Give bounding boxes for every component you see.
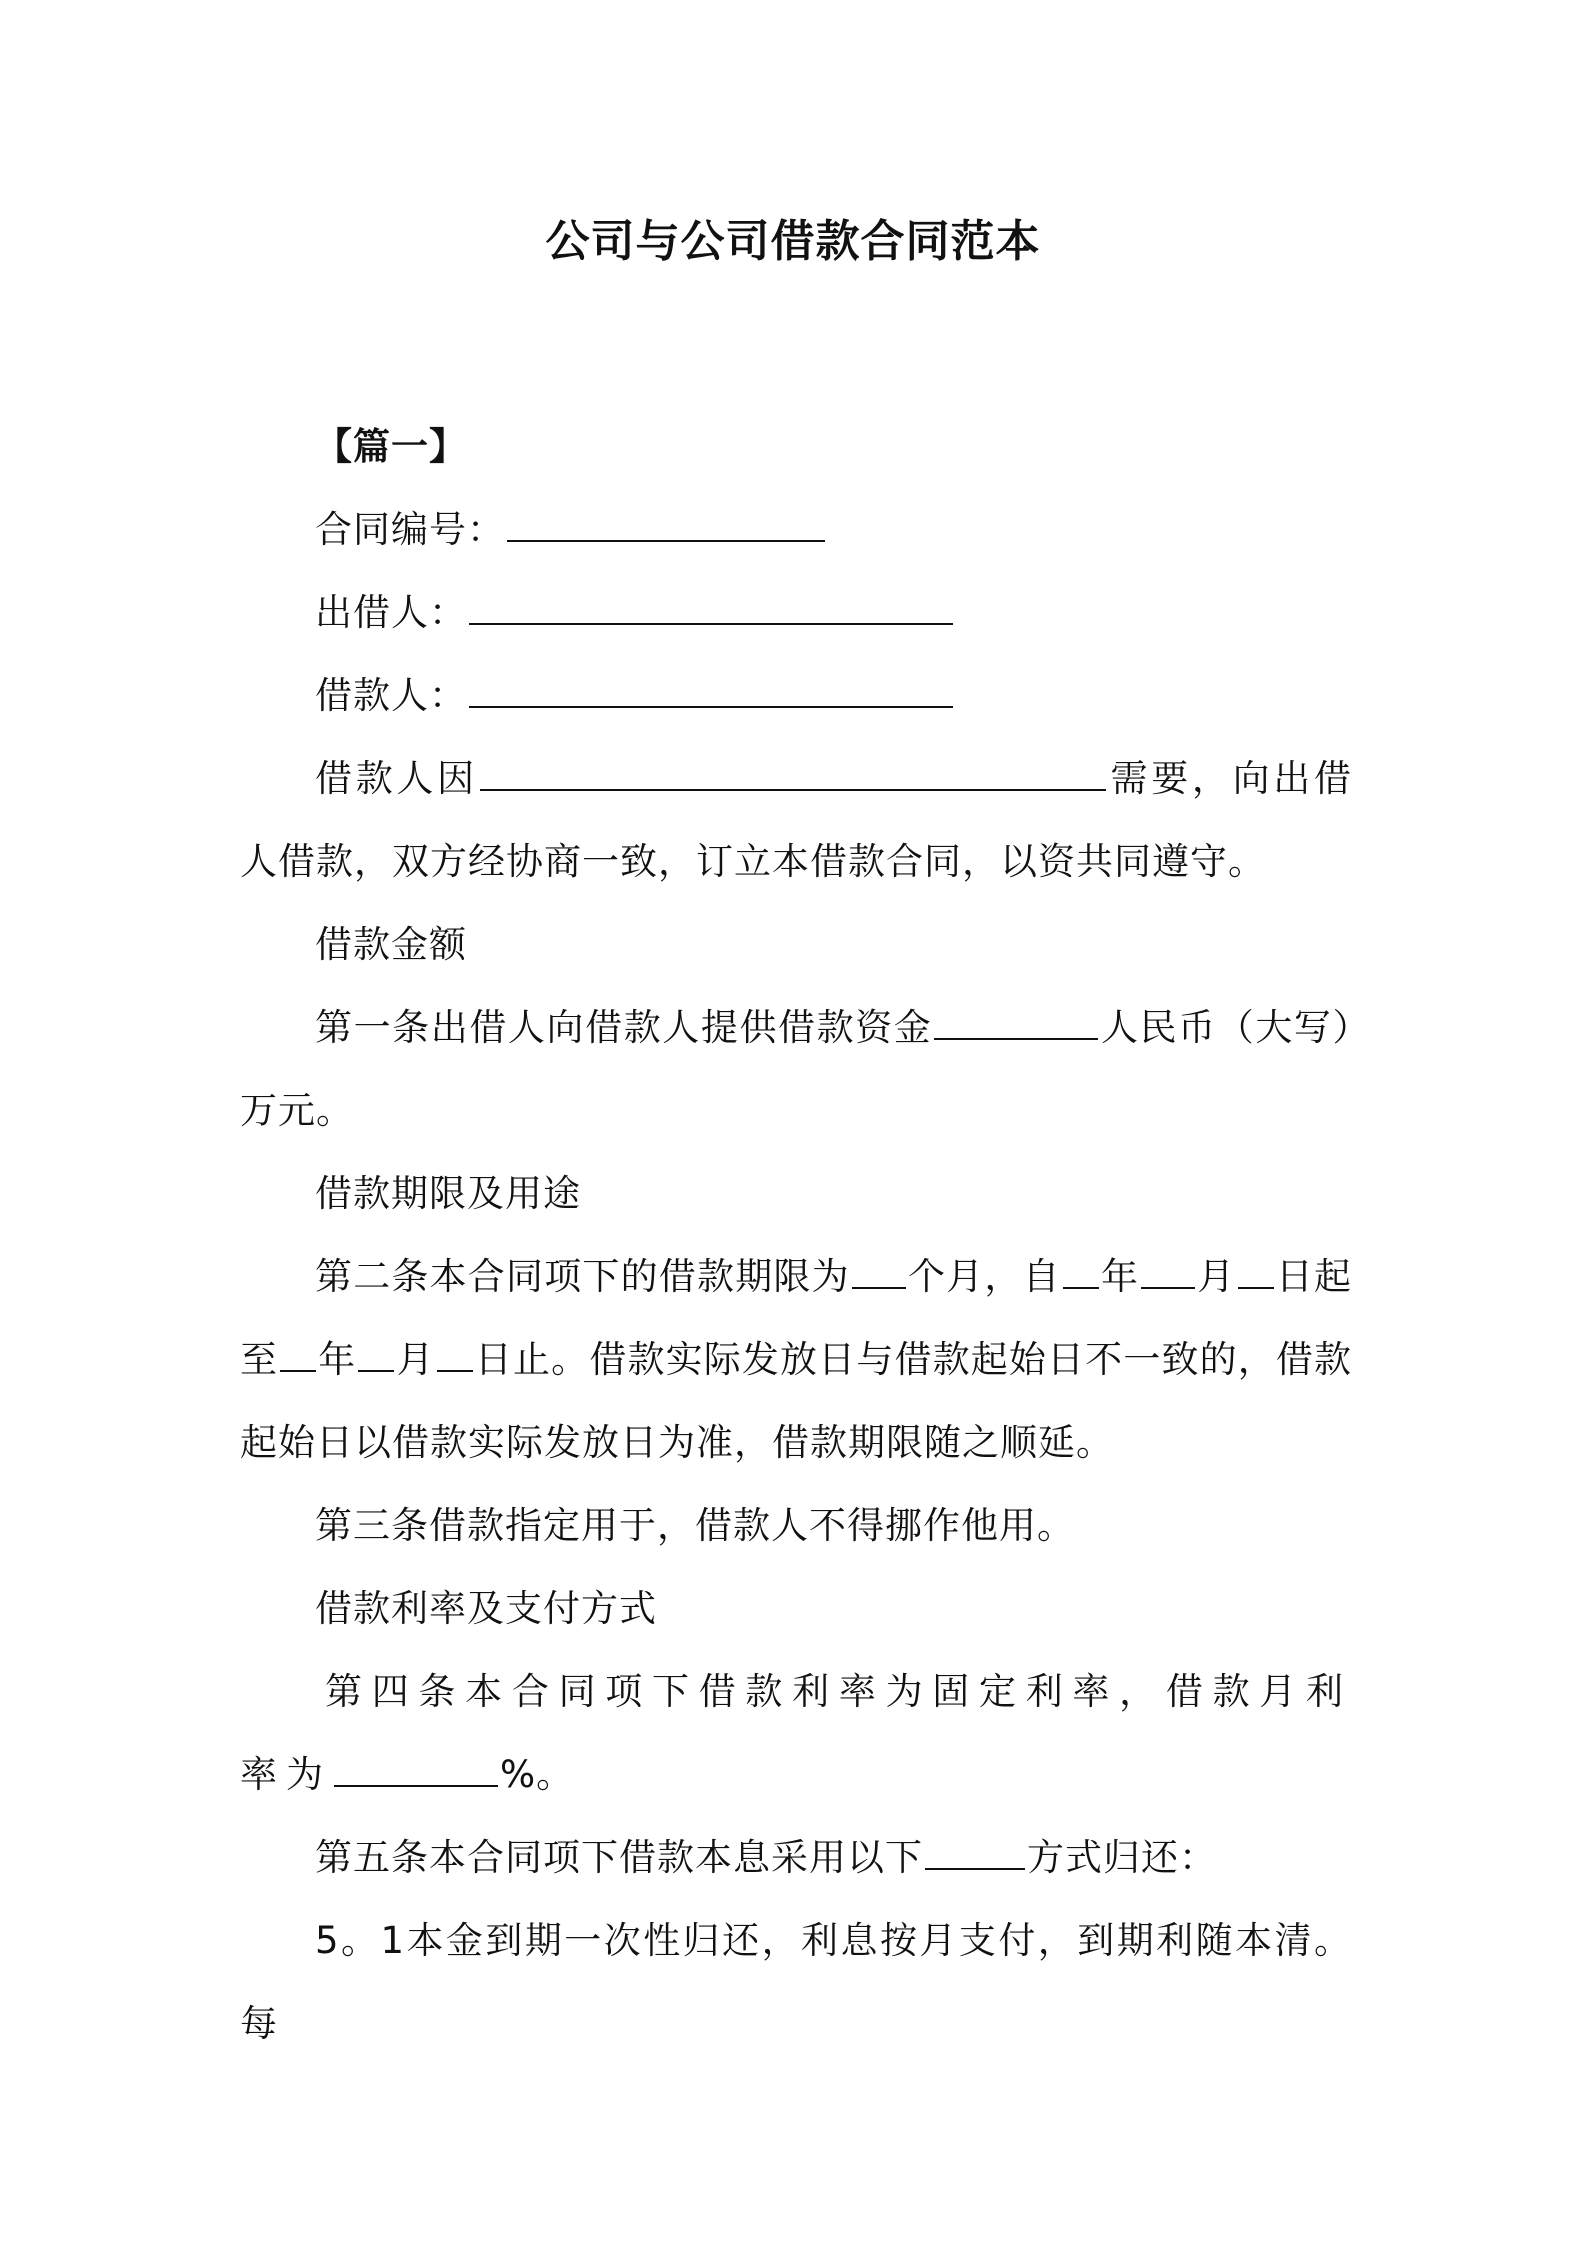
repayment-method-blank xyxy=(925,1838,1025,1870)
article-3: 第三条借款指定用于，借款人不得挪作他用。 xyxy=(315,1504,1075,1547)
article-2 xyxy=(240,1235,1352,1484)
heading-interest-rate: 借款利率及支付方式 xyxy=(315,1587,657,1630)
article-1-text-b: 人民币（大写）万元。 xyxy=(240,1006,1352,1132)
intro-text-b: 需要，向出借人借款，双方经协商一致，订立本借款合同，以资共同遵守。 xyxy=(240,757,1353,883)
contract-number-line xyxy=(240,488,1352,571)
lender-label: 出借人： xyxy=(315,591,467,634)
article-2-text-c: 年 xyxy=(1100,1255,1140,1298)
end-year-blank xyxy=(280,1340,316,1372)
lender-blank xyxy=(469,593,953,625)
document-title: 公司与公司借款合同范本 xyxy=(545,216,1041,267)
article-2-text-d: 月 xyxy=(1197,1255,1236,1298)
article-5 xyxy=(240,1816,1352,1899)
borrower-label: 借款人： xyxy=(315,674,467,717)
article-5-1: 5。1本金到期一次性归还，利息按月支付，到期利随本清。每 xyxy=(240,1919,1352,2045)
end-month-blank xyxy=(358,1340,394,1372)
rate-blank xyxy=(334,1755,498,1787)
article-4-text-b: %。 xyxy=(500,1753,575,1796)
intro-paragraph xyxy=(240,737,1352,903)
article-1 xyxy=(240,986,1352,1152)
contract-number-blank xyxy=(507,510,825,542)
document-body xyxy=(240,405,1352,2065)
intro-text-a: 借款人因 xyxy=(315,757,478,800)
amount-blank xyxy=(934,1008,1098,1040)
contract-number-label: 合同编号： xyxy=(315,508,505,551)
article-5-text-a: 第五条本合同项下借款本息采用以下 xyxy=(315,1836,923,1879)
start-year-blank xyxy=(1063,1257,1099,1289)
article-4-text-a: 第四条本合同项下借款利率为固定利率，借款月利率为 xyxy=(240,1670,1352,1796)
start-day-blank xyxy=(1238,1257,1274,1289)
article-2-text-b: 个月，自 xyxy=(907,1255,1061,1298)
lender-line xyxy=(240,571,1352,654)
article-2-text-g: 月 xyxy=(396,1338,435,1381)
borrower-line xyxy=(240,654,1352,737)
borrower-blank xyxy=(469,676,953,708)
article-2-text-a: 第二条本合同项下的借款期限为 xyxy=(315,1255,850,1298)
heading-loan-amount: 借款金额 xyxy=(315,923,467,966)
purpose-blank xyxy=(480,759,1106,791)
heading-loan-term: 借款期限及用途 xyxy=(315,1172,581,1215)
end-day-blank xyxy=(437,1340,473,1372)
article-1-text-a: 第一条出借人向借款人提供借款资金 xyxy=(315,1006,933,1049)
section-heading: 【篇一】 xyxy=(315,425,467,468)
start-month-blank xyxy=(1141,1257,1195,1289)
months-blank xyxy=(852,1257,906,1289)
article-2-text-h: 日止。借款实际发放日与借款起始日不一致的，借款起始日以借款实际发放日为准，借款期限随之顺延。 xyxy=(240,1338,1353,1464)
article-2-text-e: 日起至 xyxy=(240,1255,1353,1381)
article-4 xyxy=(240,1650,1352,1816)
article-2-text-f: 年 xyxy=(318,1338,357,1381)
article-5-text-b: 方式归还： xyxy=(1027,1836,1217,1879)
